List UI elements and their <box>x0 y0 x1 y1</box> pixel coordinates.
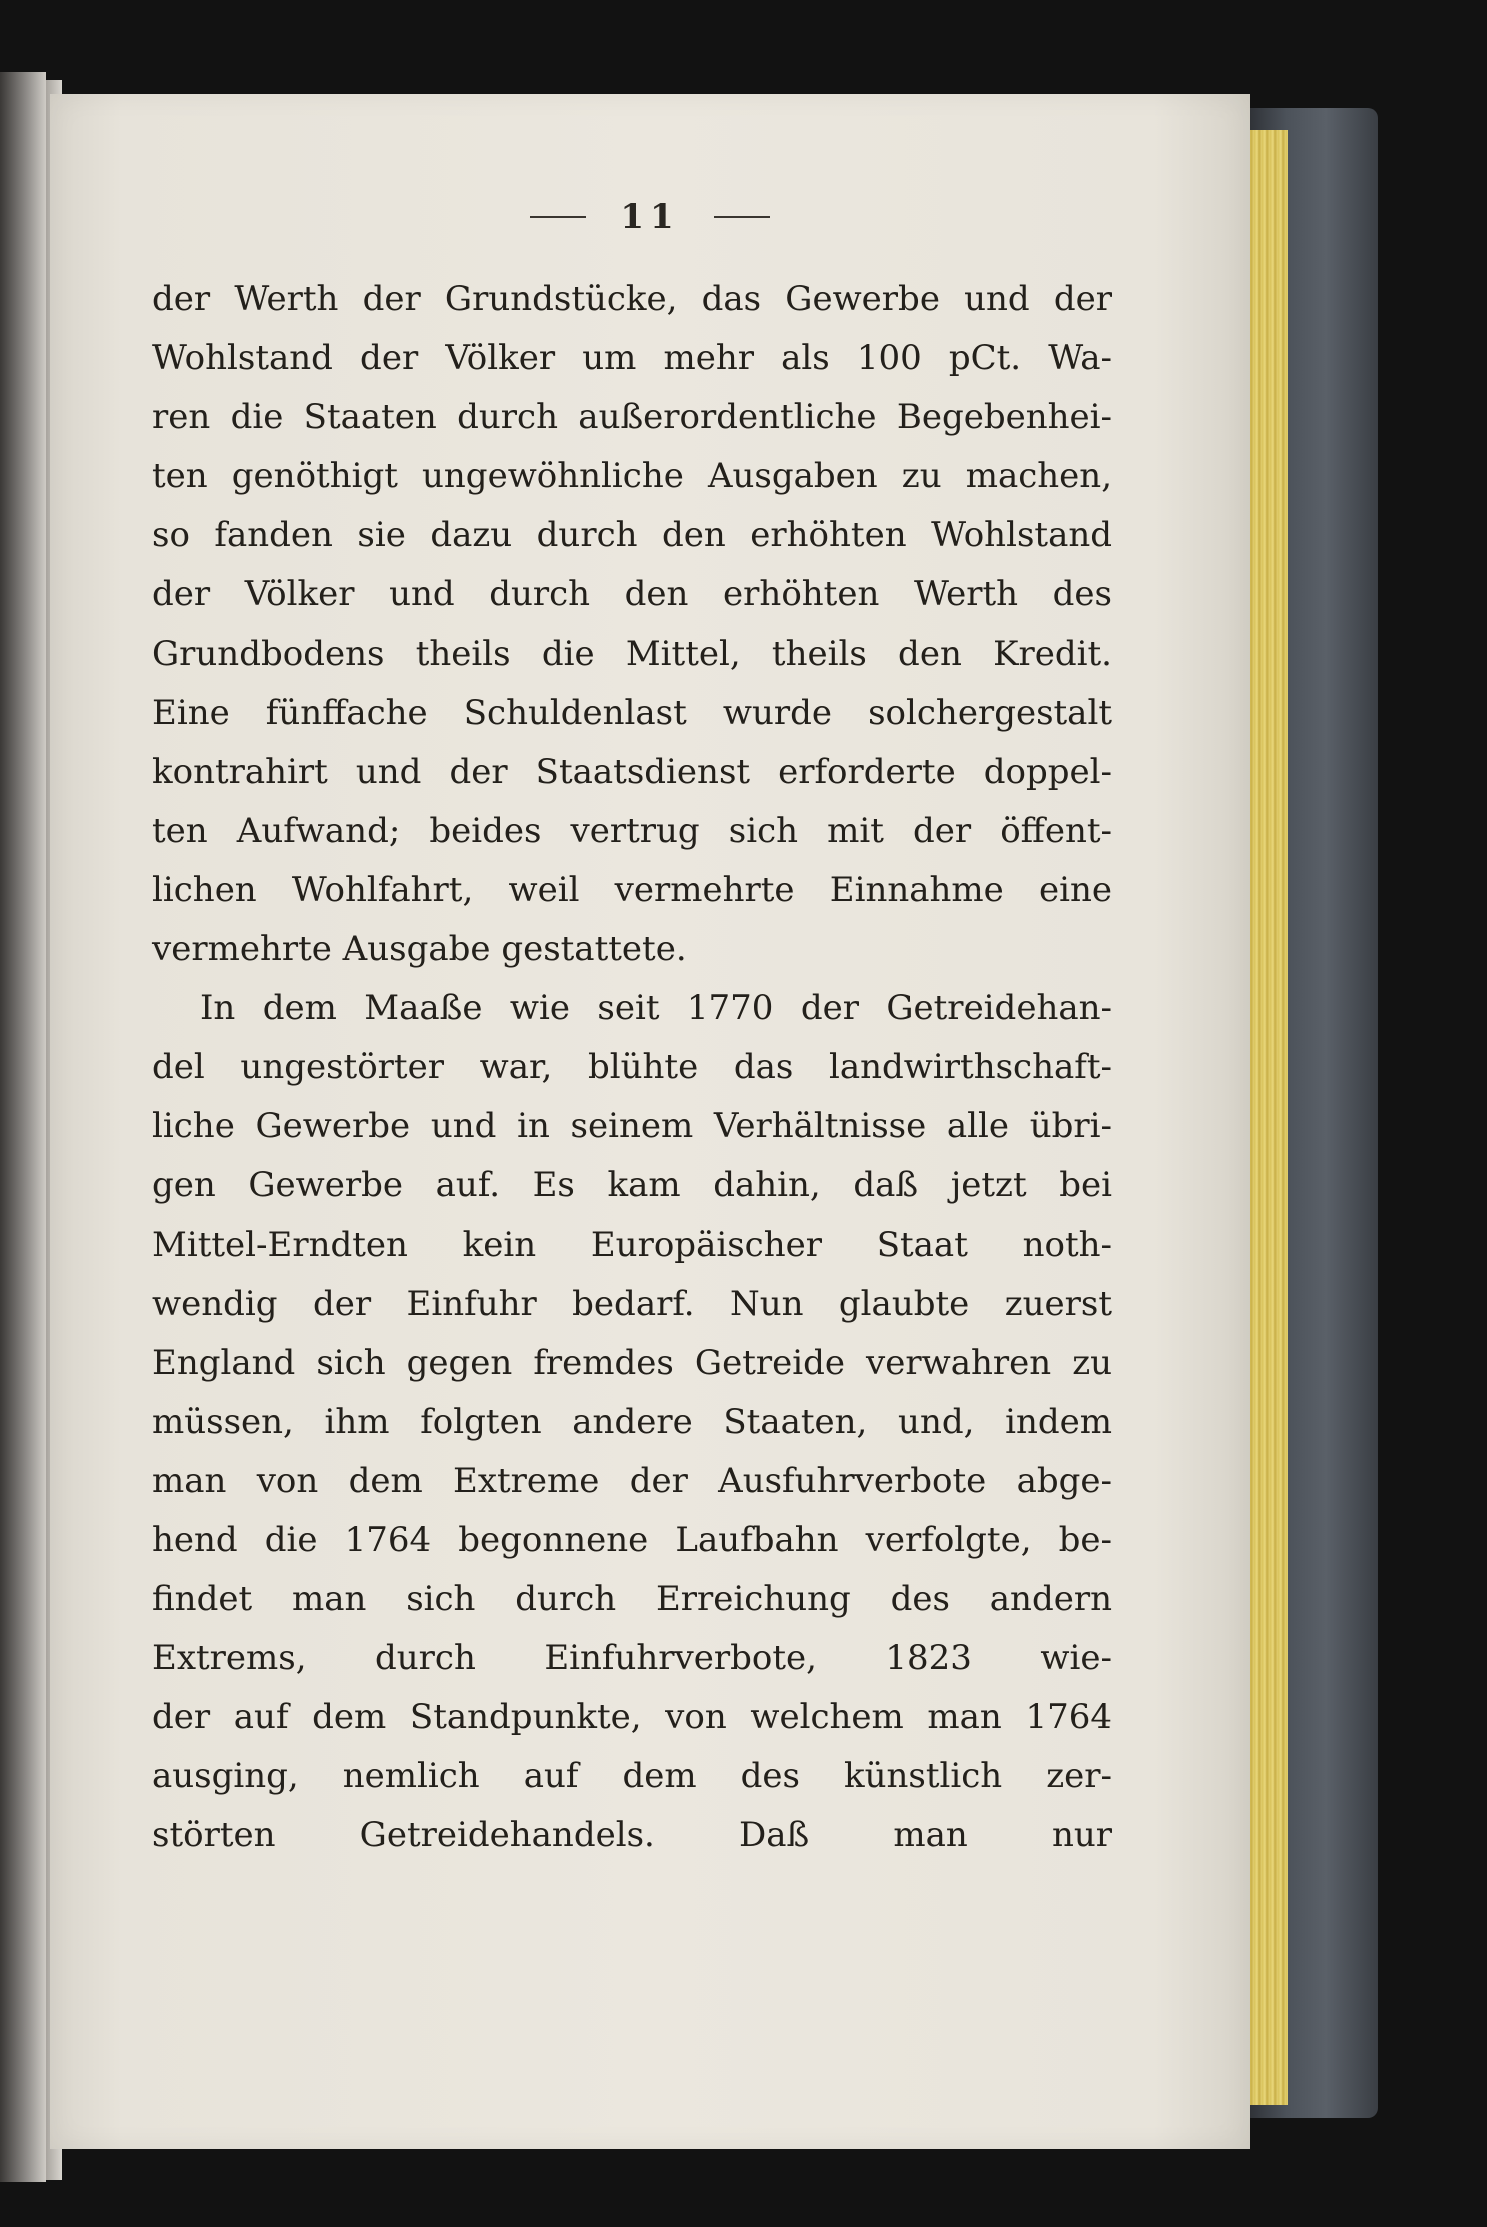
text-line: ausging, nemlich auf dem des künstlich zer- <box>152 1756 1112 1797</box>
text-line: man von dem Extreme der Ausfuhrverbote abge- <box>152 1460 1112 1501</box>
text-line: England sich gegen fremdes Getreide verwahren zu <box>152 1342 1112 1383</box>
text-line: der auf dem Standpunkte, von welchem man 1764 <box>152 1697 1112 1738</box>
text-line: so fanden sie dazu durch den erhöhten Wohlstand <box>152 515 1112 556</box>
text-line: Eine fünffache Schuldenlast wurde solchergestalt <box>152 692 1112 733</box>
text-line: hend die 1764 begonnene Laufbahn verfolgte, be- <box>152 1519 1112 1560</box>
paragraph-end-line: vermehrte Ausgabe gestattete. <box>152 929 687 970</box>
text-line: lichen Wohlfahrt, weil vermehrte Einnahme eine <box>152 869 1112 910</box>
text-line: Grundbodens theils die Mittel, theils den Kredit. <box>152 633 1112 674</box>
text-line: der Werth der Grundstücke, das Gewerbe und der <box>152 279 1112 319</box>
text-line: liche Gewerbe und in seinem Verhältnisse alle übri- <box>152 1106 1112 1147</box>
text-line: Mittel-Erndten kein Europäischer Staat noth- <box>152 1224 1112 1265</box>
header-dash-left <box>530 216 586 218</box>
text-line: störten Getreidehandels. Daß man nur <box>152 1815 1112 1856</box>
text-line: findet man sich durch Erreichung des andern <box>152 1579 1112 1620</box>
text-line: del ungestörter war, blühte das landwirthschaft- <box>152 1047 1112 1088</box>
page-number: 11 <box>620 197 680 237</box>
text-line: kontrahirt und der Staatsdienst erforderte doppel- <box>152 751 1112 792</box>
text-line: ten Aufwand; beides vertrug sich mit der öffent- <box>152 810 1112 851</box>
text-line: wendig der Einfuhr bedarf. Nun glaubte zuerst <box>152 1283 1112 1324</box>
text-line: gen Gewerbe auf. Es kam dahin, daß jetzt bei <box>152 1165 1112 1206</box>
gilt-page-edge <box>1246 130 1288 2105</box>
text-line: Wohlstand der Völker um mehr als 100 pCt. Wa- <box>152 338 1112 379</box>
text-line: der Völker und durch den erhöhten Werth des <box>152 574 1112 615</box>
text-body <box>152 270 1112 1866</box>
text-line: müssen, ihm folgten andere Staaten, und, indem <box>152 1401 1112 1442</box>
text-line: ren die Staaten durch außerordentliche Begebenhei- <box>152 397 1112 438</box>
header-dash-right <box>714 216 770 218</box>
paragraph-start-line: In dem Maaße wie seit 1770 der Getreidehan- <box>200 988 1112 1029</box>
text-line: Extrems, durch Einfuhrverbote, 1823 wie- <box>152 1638 1112 1679</box>
left-page-edge <box>0 72 46 2182</box>
page-header <box>50 192 1250 242</box>
text-line: ten genöthigt ungewöhnliche Ausgaben zu machen, <box>152 456 1112 497</box>
book-page <box>50 94 1250 2149</box>
